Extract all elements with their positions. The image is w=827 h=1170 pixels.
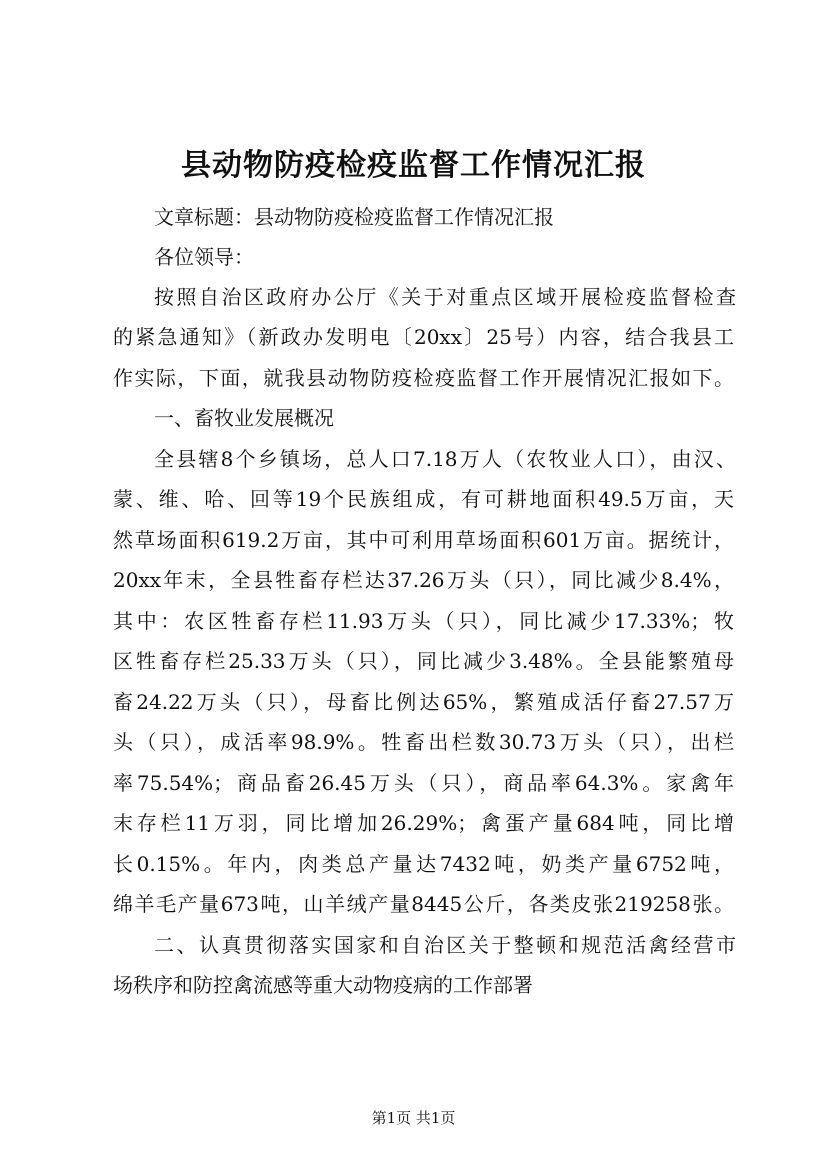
paragraph-line: 然草场面积619.2万亩，其中可利用草场面积601万亩。据统计， <box>113 528 734 552</box>
paragraph-line: 畜24.22万头（只），母畜比例达65%，繁殖成活仔畜27.57万 <box>113 690 734 714</box>
paragraph-line: 的紧急通知》（新政办发明电〔20xx〕25号）内容，结合我县工 <box>113 325 734 349</box>
paragraph-line: 长0.15%。年内，肉类总产量达7432吨，奶类产量6752吨， <box>113 852 734 876</box>
section-heading-2-continued: 场秩序和防控禽流感等重大动物疫病的工作部署 <box>113 973 533 997</box>
paragraph-line: 区牲畜存栏25.33万头（只），同比减少3.48%。全县能繁殖母 <box>113 649 734 673</box>
document-title: 县动物防疫检疫监督工作情况汇报 <box>181 148 646 183</box>
article-title-line: 文章标题：县动物防疫检疫监督工作情况汇报 <box>154 205 554 229</box>
paragraph-line: 作实际，下面，就我县动物防疫检疫监督工作开展情况汇报如下。 <box>113 366 734 390</box>
section-heading-1: 一、畜牧业发展概况 <box>154 406 334 430</box>
paragraph-line: 按照自治区政府办公厅《关于对重点区域开展检疫监督检查 <box>154 285 736 309</box>
paragraph-line: 率75.54%；商品畜26.45万头（只），商品率64.3%。家禽年 <box>113 771 734 795</box>
page-number-footer: 第1页 共1页 <box>371 1109 456 1127</box>
paragraph-line: 绵羊毛产量673吨，山羊绒产量8445公斤，各类皮张219258张。 <box>113 892 734 916</box>
salutation-line: 各位领导： <box>154 245 254 269</box>
section-heading-2: 二、认真贯彻落实国家和自治区关于整顿和规范活禽经营市 <box>154 933 736 957</box>
paragraph-line: 末存栏11万羽，同比增加26.29%；禽蛋产量684吨，同比增 <box>113 811 734 835</box>
paragraph-line: 全县辖8个乡镇场，总人口7.18万人（农牧业人口），由汉、 <box>154 447 736 471</box>
paragraph-line: 蒙、维、哈、回等19个民族组成，有可耕地面积49.5万亩，天 <box>113 487 734 511</box>
paragraph-line: 其中：农区牲畜存栏11.93万头（只），同比减少17.33%；牧 <box>113 609 734 633</box>
paragraph-line: 头（只），成活率98.9%。牲畜出栏数30.73万头（只），出栏 <box>113 730 734 754</box>
paragraph-line: 20xx年末，全县牲畜存栏达37.26万头（只），同比减少8.4%， <box>113 568 734 592</box>
